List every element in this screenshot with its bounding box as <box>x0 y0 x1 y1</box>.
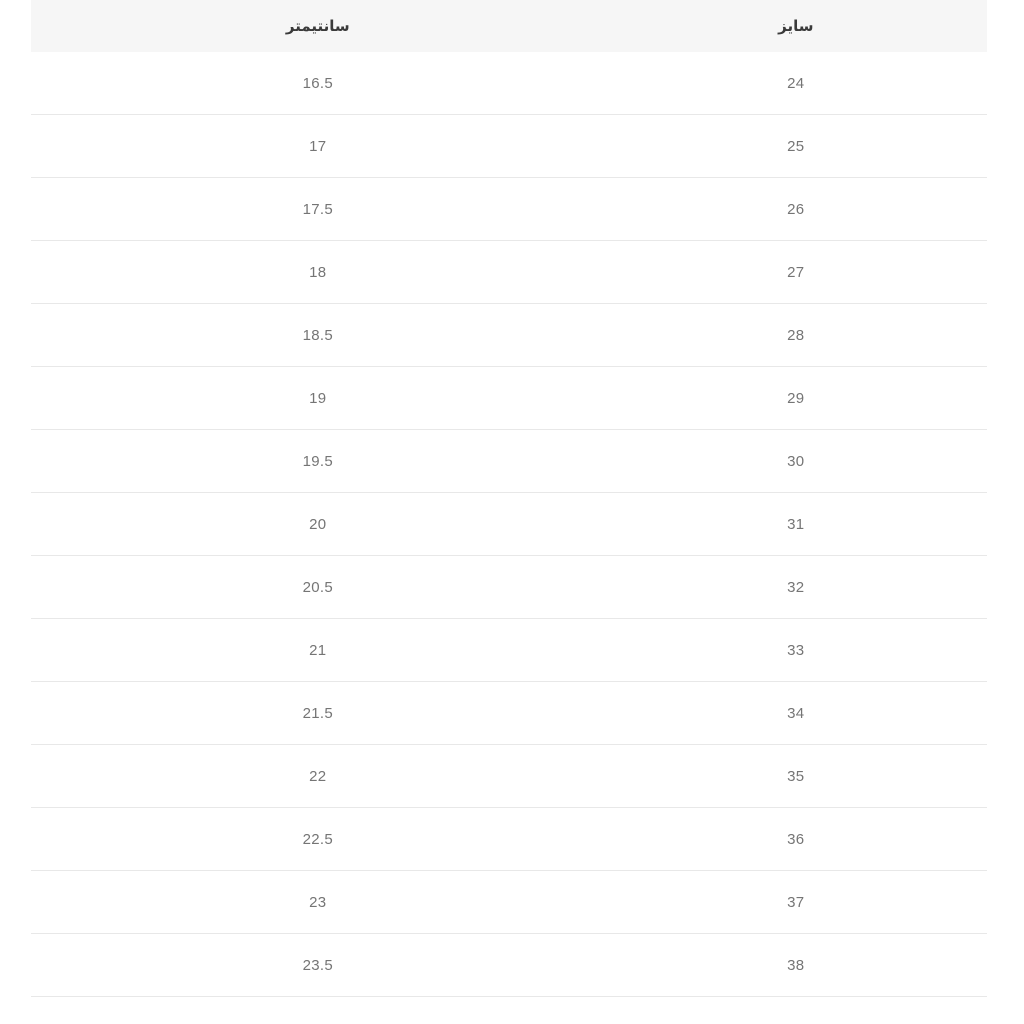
cm-cell: 21.5 <box>31 682 605 745</box>
cm-cell: 22.5 <box>31 808 605 871</box>
cm-cell: 19.5 <box>31 430 605 493</box>
cm-cell: 23 <box>31 871 605 934</box>
table-row <box>31 934 987 997</box>
size-cell: 29 <box>605 367 987 430</box>
table-header <box>31 0 987 52</box>
cm-cell: 21 <box>31 619 605 682</box>
size-cell: 28 <box>605 304 987 367</box>
cm-cell: 18 <box>31 241 605 304</box>
cm-cell: 20.5 <box>31 556 605 619</box>
table-row <box>31 367 987 430</box>
table-row <box>31 430 987 493</box>
size-cell: 26 <box>605 178 987 241</box>
table-row <box>31 619 987 682</box>
cm-cell: 23.5 <box>31 934 605 997</box>
table-row <box>31 52 987 115</box>
table-row <box>31 745 987 808</box>
cm-cell: 20 <box>31 493 605 556</box>
table-row <box>31 493 987 556</box>
cm-cell: 18.5 <box>31 304 605 367</box>
size-cell: 32 <box>605 556 987 619</box>
cm-cell: 16.5 <box>31 52 605 115</box>
size-column-header: سایز <box>605 0 987 52</box>
cm-cell: 17 <box>31 115 605 178</box>
size-cell: 25 <box>605 115 987 178</box>
size-cell: 24 <box>605 52 987 115</box>
size-conversion-table-container <box>31 0 987 997</box>
header-row <box>31 0 987 52</box>
table-row <box>31 682 987 745</box>
table-row <box>31 241 987 304</box>
size-cell: 38 <box>605 934 987 997</box>
cm-cell: 22 <box>31 745 605 808</box>
cm-column-header: سانتیمتر <box>31 0 605 52</box>
table-row <box>31 304 987 367</box>
cm-cell: 19 <box>31 367 605 430</box>
table-row <box>31 115 987 178</box>
size-cell: 34 <box>605 682 987 745</box>
size-cell: 36 <box>605 808 987 871</box>
size-cell: 31 <box>605 493 987 556</box>
size-cell: 27 <box>605 241 987 304</box>
cm-cell: 17.5 <box>31 178 605 241</box>
table-row <box>31 178 987 241</box>
table-body <box>31 52 987 997</box>
size-cell: 37 <box>605 871 987 934</box>
size-cell: 30 <box>605 430 987 493</box>
size-cell: 35 <box>605 745 987 808</box>
size-conversion-table <box>31 0 987 997</box>
size-cell: 33 <box>605 619 987 682</box>
table-row <box>31 556 987 619</box>
table-row <box>31 871 987 934</box>
table-row <box>31 808 987 871</box>
